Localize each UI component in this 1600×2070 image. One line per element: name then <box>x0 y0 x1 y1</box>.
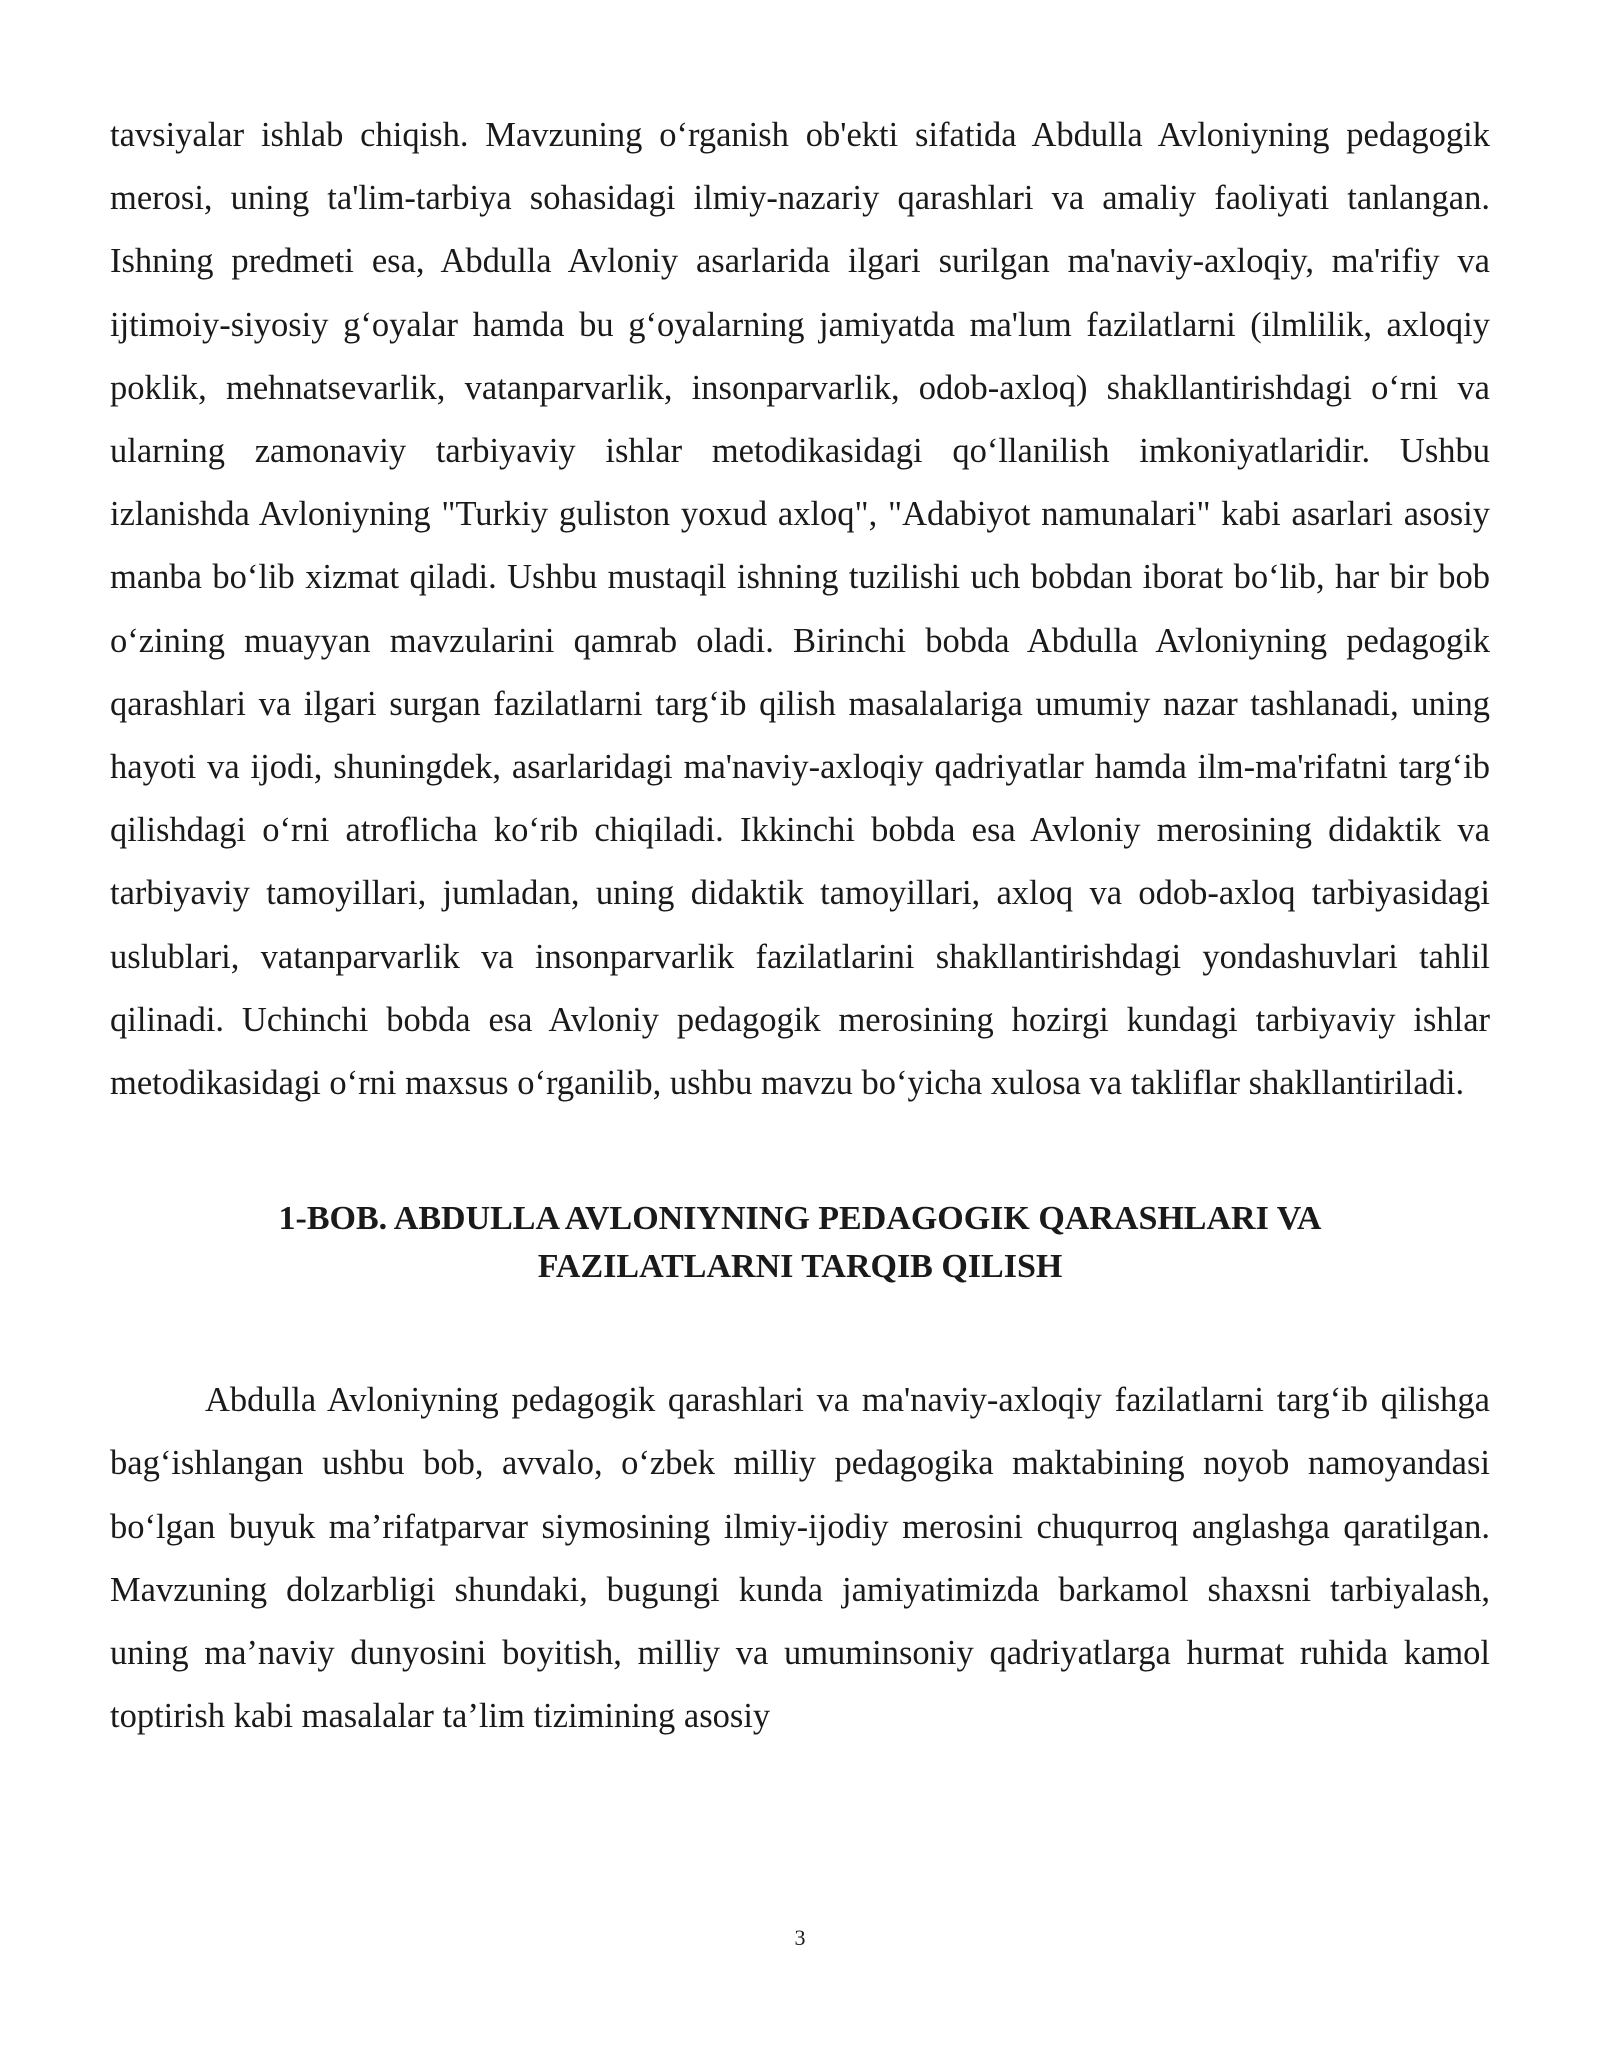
chapter-heading <box>110 1195 1490 1291</box>
body-paragraph: Abdulla Avloniyning pedagogik qarashlari va ma'naviy-axloqiy fazilatlarni targʻib qilishga bagʻishlangan ushbu bob, avvalo, oʻzbek milliy pedagogika maktabining noyob namoyandasi boʻlgan buyuk ma’rifatparvar siymosining ilmiy-ijodiy merosini chuqurroq anglashga qaratilgan. Mavzuning dolzarbligi shundaki, bugungi kunda jamiyatimizda barkamol shaxsni tarbiyalash, uning ma’naviy dunyosini boyitish, milliy va umuminsoniy qadriyatlarga hurmat ruhida kamol toptirish kabi masalalar ta’lim tizimining asosiy <box>110 1381 1490 1736</box>
body-paragraph: tavsiyalar ishlab chiqish. Mavzuning oʻrganish ob'ekti sifatida Abdulla Avloniyning pedagogik merosi, uning ta'lim-tarbiya sohasidagi ilmiy-nazariy qarashlari va amaliy faoliyati tanlangan. Ishning predmeti esa, Abdulla Avloniy asarlarida ilgari surilgan ma'naviy-axloqiy, ma'rifiy va ijtimoiy-siyosiy gʻoyalar hamda bu gʻoyalarning jamiyatda ma'lum fazilatlarni (ilmlilik, axloqiy poklik, mehnatsevarlik, vatanparvarlik, insonparvarlik, odob-axloq) shakllantirishdagi oʻrni va ularning zamonaviy tarbiyaviy ishlar metodikasidagi qoʻllanilish imkoniyatlaridir. Ushbu izlanishda Avloniyning "Turkiy guliston yoxud axloq", "Adabiyot namunalari" kabi asarlari asosiy manba boʻlib xizmat qiladi. Ushbu mustaqil ishning tuzilishi uch bobdan iborat boʻlib, har bir bob oʻzining muayyan mavzularini qamrab oladi. Birinchi bobda Abdulla Avloniyning pedagogik qarashlari va ilgari surgan fazilatlarni targʻib qilish masalalariga umumiy nazar tashlanadi, uning hayoti va ijodi, shuningdek, asarlaridagi ma'naviy-axloqiy qadriyatlar hamda ilm-ma'rifatni targʻib qilishdagi oʻrni atroflicha koʻrib chiqiladi. Ikkinchi bobda esa Avloniy merosining didaktik va tarbiyaviy tamoyillari, jumladan, uning didaktik tamoyillari, axloq va odob-axloq tarbiyasidagi uslublari, vatanparvarlik va insonparvarlik fazilatlarini shakllantirishdagi yondashuvlari tahlil qilinadi. Uchinchi bobda esa Avloniy pedagogik merosining hozirgi kundagi tarbiyaviy ishlar metodikasidagi oʻrni maxsus oʻrganilib, ushbu mavzu boʻyicha xulosa va takliflar shakllantiriladi. <box>110 116 1490 1103</box>
document-page <box>110 104 1490 1748</box>
page-number: 3 <box>794 1925 806 1950</box>
chapter-heading-line: FAZILATLARNI TARQIB QILISH <box>537 1248 1063 1286</box>
chapter-heading-line: 1-BOB. ABDULLA AVLONIYNING PEDAGOGIK QARASHLARI VA <box>278 1200 1322 1238</box>
